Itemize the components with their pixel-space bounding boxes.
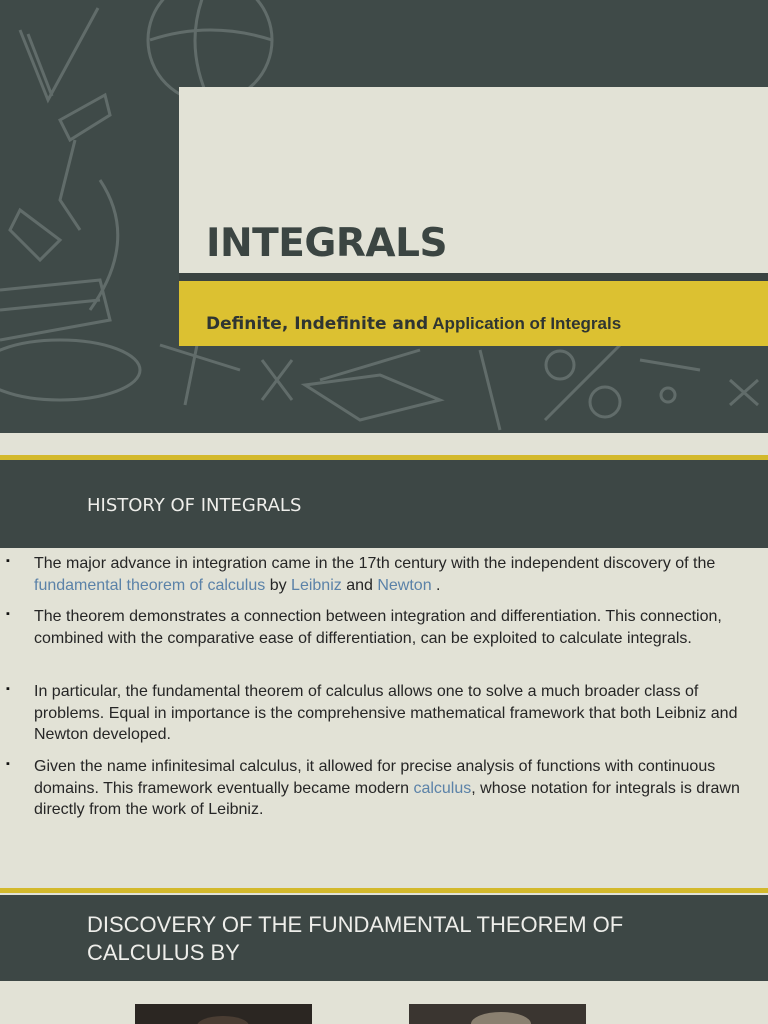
slide-subtitle: [206, 314, 621, 334]
link-leibniz[interactable]: Leibniz: [291, 576, 342, 594]
leibniz-portrait-image: [135, 1004, 312, 1024]
link-fundamental-theorem[interactable]: fundamental theorem of calculus: [34, 576, 266, 594]
discovery-content: [0, 981, 768, 1024]
slide-gap: [0, 433, 768, 455]
text-run: , whose notation for integrals is drawn directly from the work of Leibniz.: [34, 779, 740, 818]
history-content: [0, 548, 768, 888]
title-box: [179, 87, 768, 273]
bullet-marker: ▪: [6, 555, 10, 567]
text-run: .: [431, 576, 441, 594]
history-heading: HISTORY OF INTEGRALS: [87, 495, 302, 516]
title-slide: [0, 0, 768, 433]
title-divider: [179, 273, 768, 281]
link-calculus[interactable]: calculus: [413, 779, 472, 797]
discovery-heading: DISCOVERY OF THE FUNDAMENTAL THEOREM OF CALCULUS BY: [87, 912, 624, 965]
subtitle-part-1: Definite, Indefinite and: [206, 314, 429, 334]
text-run: Given the name infinitesimal calculus, it allowed for precise analysis of functions with continuous domains. This framework eventually became modern: [34, 758, 716, 797]
slide-title: INTEGRALS: [206, 221, 448, 266]
subtitle-box: [179, 281, 768, 346]
text-run: and: [341, 576, 378, 594]
discovery-header: [0, 895, 768, 981]
bullet-text: The theorem demonstrates a connection between integration and differentiation. This connection, combined with the comparative ease of differentiation, can be exploited to calculate integrals.: [34, 608, 722, 647]
bullet-text: [34, 756, 759, 821]
bullet-marker: ▪: [6, 683, 10, 695]
accent-rule: [0, 888, 768, 893]
text-run: The major advance in integration came in the 17th century with the independent discovery of the: [34, 555, 716, 572]
text-run: by: [265, 576, 292, 594]
newton-portrait-image: [409, 1004, 586, 1024]
link-newton[interactable]: Newton: [377, 576, 432, 594]
subtitle-part-2: Application of Integrals: [428, 314, 622, 333]
bullet-text: In particular, the fundamental theorem of calculus allows one to solve a much broader class of problems. Equal in importance is the comprehensive mathematical framework that both Leibniz and Newton developed.: [34, 683, 738, 743]
bullet-text: [34, 553, 759, 596]
bullet-marker: ▪: [6, 608, 10, 620]
history-header: [0, 460, 768, 548]
bullet-marker: ▪: [6, 758, 10, 770]
